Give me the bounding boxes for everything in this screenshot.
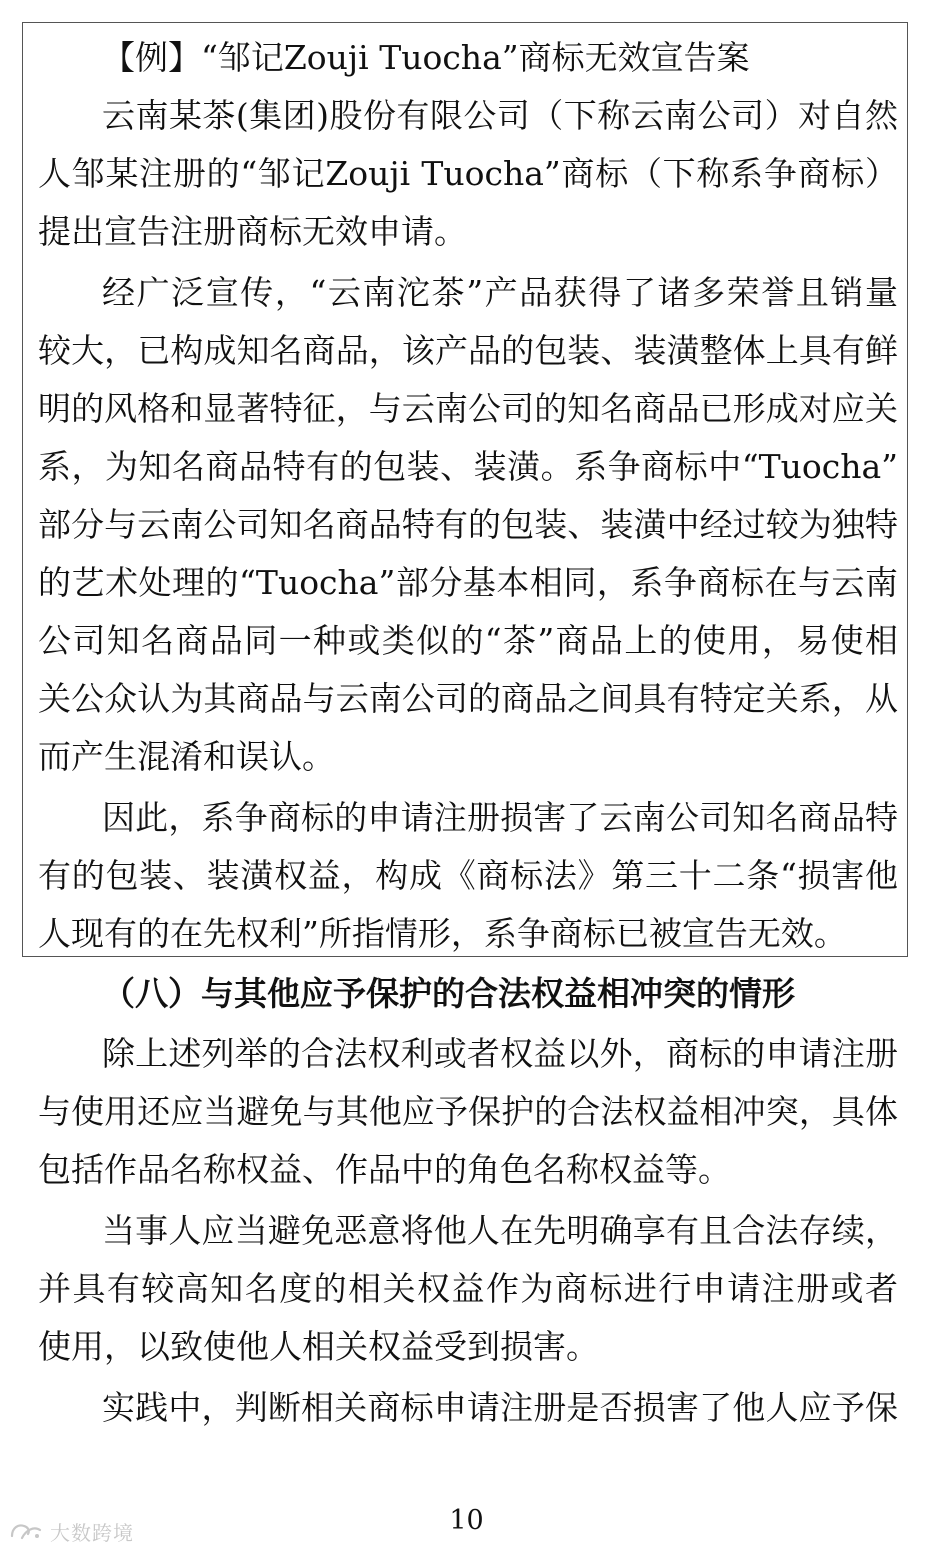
body-paragraph-line: 与使用还应当避免与其他应予保护的合法权益相冲突，具体 (38, 1092, 898, 1131)
body-paragraph-line: 当事人应当避免恶意将他人在先明确享有且合法存续， (102, 1211, 898, 1250)
case-paragraph-line: 较大，已构成知名商品，该产品的包装、装潢整体上具有鲜 (38, 331, 898, 370)
watermark-text: 大数跨境 (50, 1520, 134, 1545)
case-title: 【例】“邹记Zouji Tuocha”商标无效宣告案 (102, 38, 750, 77)
case-paragraph-line: 人现有的在先权利”所指情形，系争商标已被宣告无效。 (38, 914, 847, 953)
body-paragraph-line: 使用，以致使他人相关权益受到损害。 (38, 1327, 599, 1366)
case-paragraph-line: 人邹某注册的“邹记Zouji Tuocha”商标（下称系争商标） (38, 154, 898, 193)
case-paragraph-line: 系，为知名商品特有的包装、装潢。系争商标中“Tuocha” (38, 447, 898, 486)
case-paragraph-line: 有的包装、装潢权益，构成《商标法》第三十二条“损害他 (38, 856, 898, 895)
case-paragraph-line: 提出宣告注册商标无效申请。 (38, 212, 467, 251)
watermark (8, 1518, 134, 1544)
case-paragraph-line: 公司知名商品同一种或类似的“茶”商品上的使用，易使相 (38, 621, 898, 660)
case-paragraph-line: 的艺术处理的“Tuocha”部分基本相同，系争商标在与云南 (38, 563, 898, 602)
case-paragraph-line: 部分与云南公司知名商品特有的包装、装潢中经过较为独特 (38, 505, 898, 544)
case-paragraph-line: 经广泛宣传，“云南沱茶”产品获得了诸多荣誉且销量 (102, 273, 898, 312)
case-paragraph-line: 关公众认为其商品与云南公司的商品之间具有特定关系，从 (38, 679, 898, 718)
case-paragraph-line: 而产生混淆和误认。 (38, 737, 335, 776)
body-paragraph-line: 包括作品名称权益、作品中的角色名称权益等。 (38, 1150, 731, 1189)
body-paragraph-line: 并具有较高知名度的相关权益作为商标进行申请注册或者 (38, 1269, 898, 1308)
body-paragraph-line: 除上述列举的合法权利或者权益以外，商标的申请注册 (102, 1034, 898, 1073)
section-heading: （八）与其他应予保护的合法权益相冲突的情形 (102, 974, 795, 1013)
brand-logo-icon (8, 1520, 44, 1542)
page-number: 10 (449, 1505, 484, 1536)
case-paragraph-line: 云南某茶(集团)股份有限公司（下称云南公司）对自然 (102, 96, 898, 135)
case-paragraph-line: 因此，系争商标的申请注册损害了云南公司知名商品特 (102, 798, 898, 837)
case-paragraph-line: 明的风格和显著特征，与云南公司的知名商品已形成对应关 (38, 389, 898, 428)
body-paragraph-line: 实践中，判断相关商标申请注册是否损害了他人应予保 (102, 1388, 898, 1427)
